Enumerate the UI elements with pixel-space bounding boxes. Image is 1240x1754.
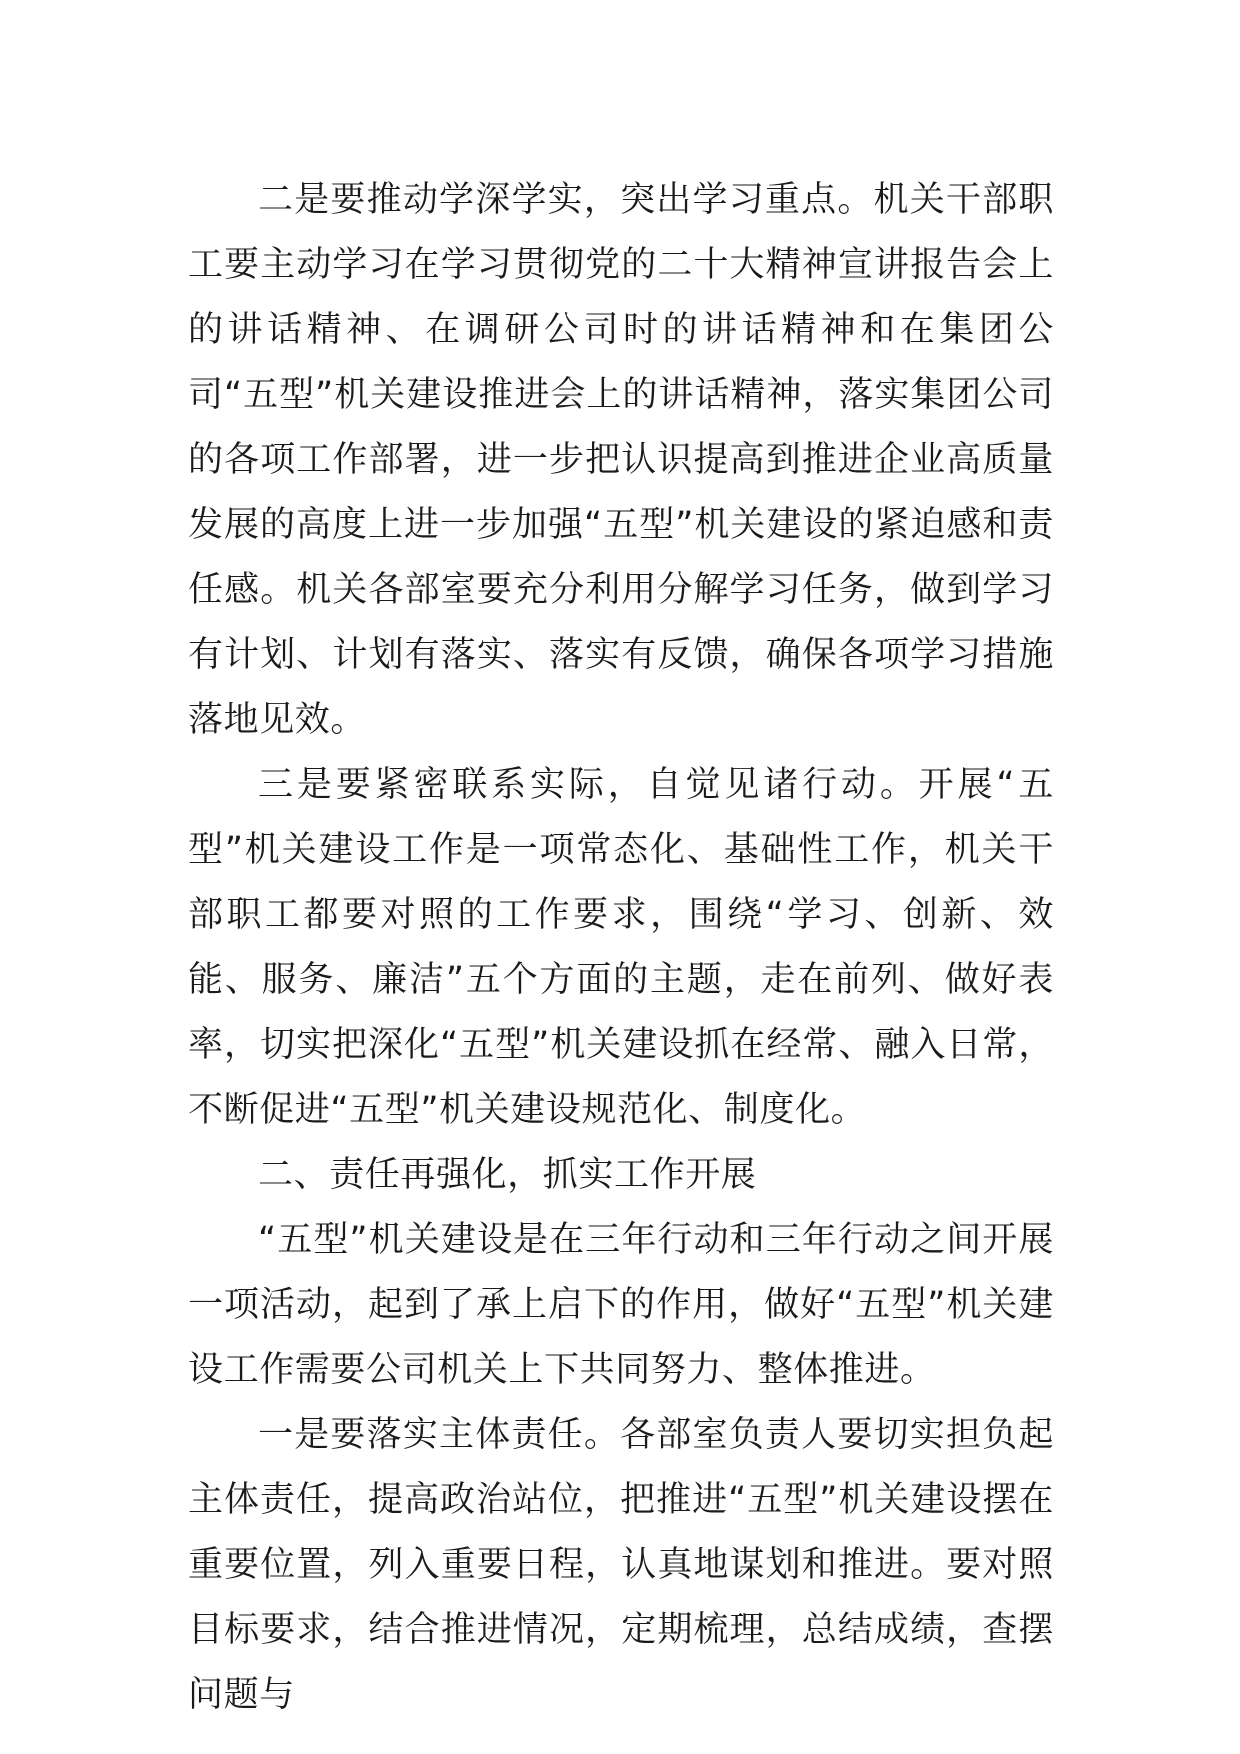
paragraph-main-responsibility: 一是要落实主体责任。各部室负责人要切实担负起主体责任，提高政治站位，把推进“五型”机关建设摆在重要位置，列入重要日程，认真地谋划和推进。要对照目标要求，结合推进情况，定期梳理，总结成绩，查摆问题与 xyxy=(188,1415,1054,1715)
paragraph-study-focus: 二是要推动学深学实，突出学习重点。机关干部职工要主动学习在学习贯彻党的二十大精神宣讲报告会上的讲话精神、在调研公司时的讲话精神和在集团公司“五型”机关建设推进会上的讲话精神，落实集团公司的各项工作部署，进一步把认识提高到推进企业高质量发展的高度上进一步加强“五型”机关建设的紧迫感和责任感。机关各部室要充分利用分解学习任务，做到学习有计划、计划有落实、落实有反馈，确保各项学习措施落地见效。 xyxy=(188,180,1054,740)
paragraph-five-type-overview: “五型”机关建设是在三年行动和三年行动之间开展一项活动，起到了承上启下的作用，做好“五型”机关建设工作需要公司机关上下共同努力、整体推进。 xyxy=(188,1220,1054,1390)
section-heading-responsibility: 二、责任再强化，抓实工作开展 xyxy=(258,1155,757,1195)
paragraph-practice-action: 三是要紧密联系实际，自觉见诸行动。开展“五型”机关建设工作是一项常态化、基础性工作，机关干部职工都要对照的工作要求，围绕“学习、创新、效能、服务、廉洁”五个方面的主题，走在前列、做好表率，切实把深化“五型”机关建设抓在经常、融入日常，不断促进“五型”机关建设规范化、制度化。 xyxy=(188,765,1054,1130)
document-body xyxy=(188,168,1054,1728)
